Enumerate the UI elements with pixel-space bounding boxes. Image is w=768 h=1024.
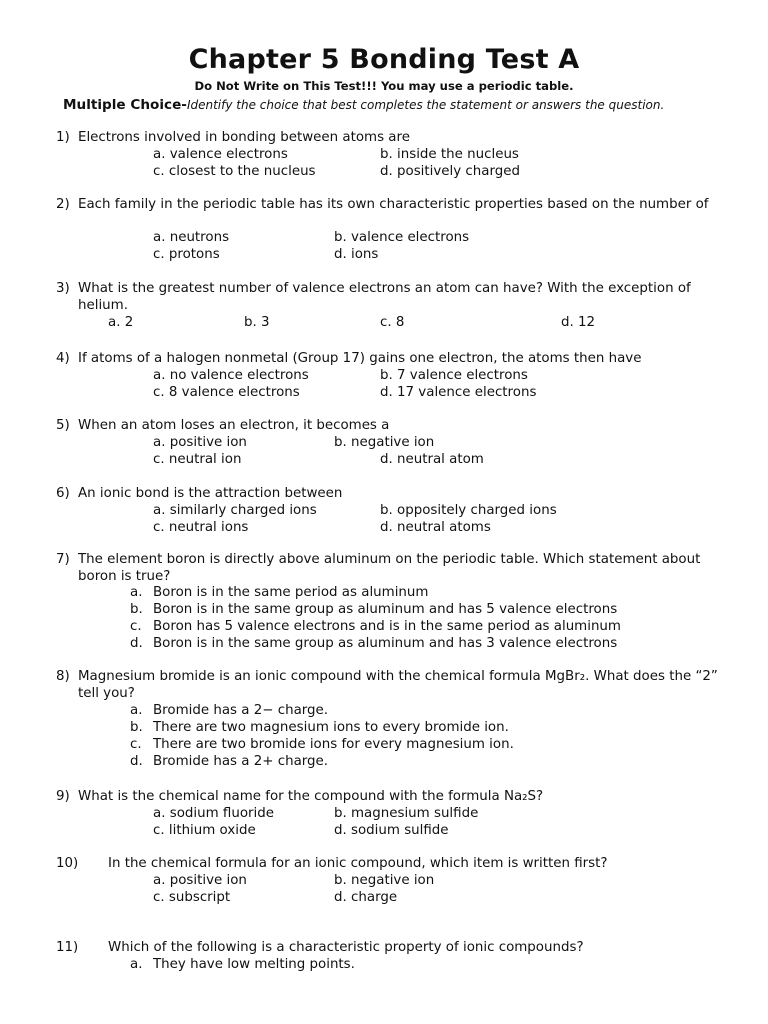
test-title: Chapter 5 Bonding Test A [188, 44, 580, 75]
answer-option[interactable]: c. protons [153, 247, 220, 262]
answer-option[interactable]: Boron has 5 valence electrons and is in the same period as aluminum [153, 619, 621, 634]
question-number: 11) [56, 940, 79, 955]
question-number: 5) [56, 418, 70, 433]
answer-option[interactable]: b. 7 valence electrons [380, 368, 528, 383]
answer-option[interactable]: a. positive ion [153, 873, 247, 888]
answer-option[interactable]: d. ions [334, 247, 379, 262]
section-label: Multiple Choice- [63, 97, 187, 113]
answer-option[interactable]: Bromide has a 2− charge. [153, 703, 329, 718]
answer-option[interactable]: There are two magnesium ions to every bromide ion. [153, 720, 509, 735]
answer-option[interactable]: b. magnesium sulfide [334, 806, 479, 821]
answer-option[interactable]: c. 8 [380, 315, 405, 330]
answer-option[interactable]: d. neutral atoms [380, 520, 491, 535]
option-letter: a. [130, 703, 143, 718]
answer-option[interactable]: Boron is in the same period as aluminum [153, 585, 429, 600]
answer-option[interactable]: d. 17 valence electrons [380, 385, 537, 400]
question-number: 3) [56, 281, 70, 296]
answer-option[interactable]: a. no valence electrons [153, 368, 309, 383]
question-number: 6) [56, 486, 70, 501]
question-stem: Each family in the periodic table has its own characteristic properties based on the number of [78, 197, 709, 212]
answer-option[interactable]: a. 2 [108, 315, 134, 330]
question-number: 4) [56, 351, 70, 366]
question-stem: Magnesium bromide is an ionic compound with the chemical formula MgBr₂. What does the “2” tell you? [78, 669, 718, 701]
answer-option[interactable]: a. neutrons [153, 230, 230, 245]
answer-option[interactable]: There are two bromide ions for every magnesium ion. [153, 737, 514, 752]
option-letter: d. [130, 636, 143, 651]
option-letter: a. [130, 585, 143, 600]
answer-option[interactable]: c. neutral ion [153, 452, 242, 467]
question-stem: When an atom loses an electron, it becomes a [78, 418, 390, 433]
answer-option[interactable]: d. charge [334, 890, 398, 905]
answer-option[interactable]: b. oppositely charged ions [380, 503, 557, 518]
answer-option[interactable]: c. neutral ions [153, 520, 249, 535]
answer-option[interactable]: Boron is in the same group as aluminum and has 5 valence electrons [153, 602, 618, 617]
question-number: 8) [56, 669, 70, 684]
question-number: 10) [56, 856, 79, 871]
answer-option[interactable]: c. closest to the nucleus [153, 164, 316, 179]
question-stem: An ionic bond is the attraction between [78, 486, 343, 501]
answer-option[interactable]: c. subscript [153, 890, 231, 905]
option-letter: c. [130, 737, 142, 752]
question-stem: In the chemical formula for an ionic compound, which item is written first? [108, 856, 608, 871]
answer-option[interactable]: a. valence electrons [153, 147, 288, 162]
question-number: 1) [56, 130, 70, 145]
answer-option[interactable]: a. sodium fluoride [153, 806, 274, 821]
answer-option[interactable]: c. 8 valence electrons [153, 385, 300, 400]
option-letter: b. [130, 720, 143, 735]
question-stem: Which of the following is a characteristic property of ionic compounds? [108, 940, 584, 955]
question-stem: If atoms of a halogen nonmetal (Group 17) gains one electron, the atoms then have [78, 351, 642, 366]
answer-option[interactable]: Bromide has a 2+ charge. [153, 754, 329, 769]
answer-option[interactable]: b. 3 [244, 315, 270, 330]
section-instruction-text: Identify the choice that best completes the statement or answers the question. [186, 98, 665, 112]
question-stem: Electrons involved in bonding between atoms are [78, 130, 410, 145]
question-stem: What is the chemical name for the compound with the formula Na₂S? [78, 789, 544, 804]
section-instructions [63, 97, 664, 113]
answer-option[interactable]: b. inside the nucleus [380, 147, 519, 162]
answer-option[interactable]: d. neutral atom [380, 452, 484, 467]
test-subtitle: Do Not Write on This Test!!! You may use a periodic table. [194, 79, 574, 93]
answer-option[interactable]: c. lithium oxide [153, 823, 256, 838]
answer-option[interactable]: They have low melting points. [153, 957, 355, 972]
answer-option[interactable]: b. negative ion [334, 873, 435, 888]
option-letter: d. [130, 754, 143, 769]
answer-option[interactable]: d. 12 [561, 315, 596, 330]
question-stem: What is the greatest number of valence electrons an atom can have? With the exception of helium. [78, 281, 691, 313]
option-letter: a. [130, 957, 143, 972]
question-number: 7) [56, 552, 70, 567]
option-letter: b. [130, 602, 143, 617]
answer-option[interactable]: a. similarly charged ions [153, 503, 317, 518]
question-stem: The element boron is directly above aluminum on the periodic table. Which statement about boron is true? [78, 552, 701, 584]
option-letter: c. [130, 619, 142, 634]
question-number: 2) [56, 197, 70, 212]
answer-option[interactable]: d. positively charged [380, 164, 520, 179]
answer-option[interactable]: b. negative ion [334, 435, 435, 450]
question-number: 9) [56, 789, 70, 804]
answer-option[interactable]: Boron is in the same group as aluminum and has 3 valence electrons [153, 636, 618, 651]
answer-option[interactable]: a. positive ion [153, 435, 247, 450]
answer-option[interactable]: b. valence electrons [334, 230, 470, 245]
answer-option[interactable]: d. sodium sulfide [334, 823, 449, 838]
